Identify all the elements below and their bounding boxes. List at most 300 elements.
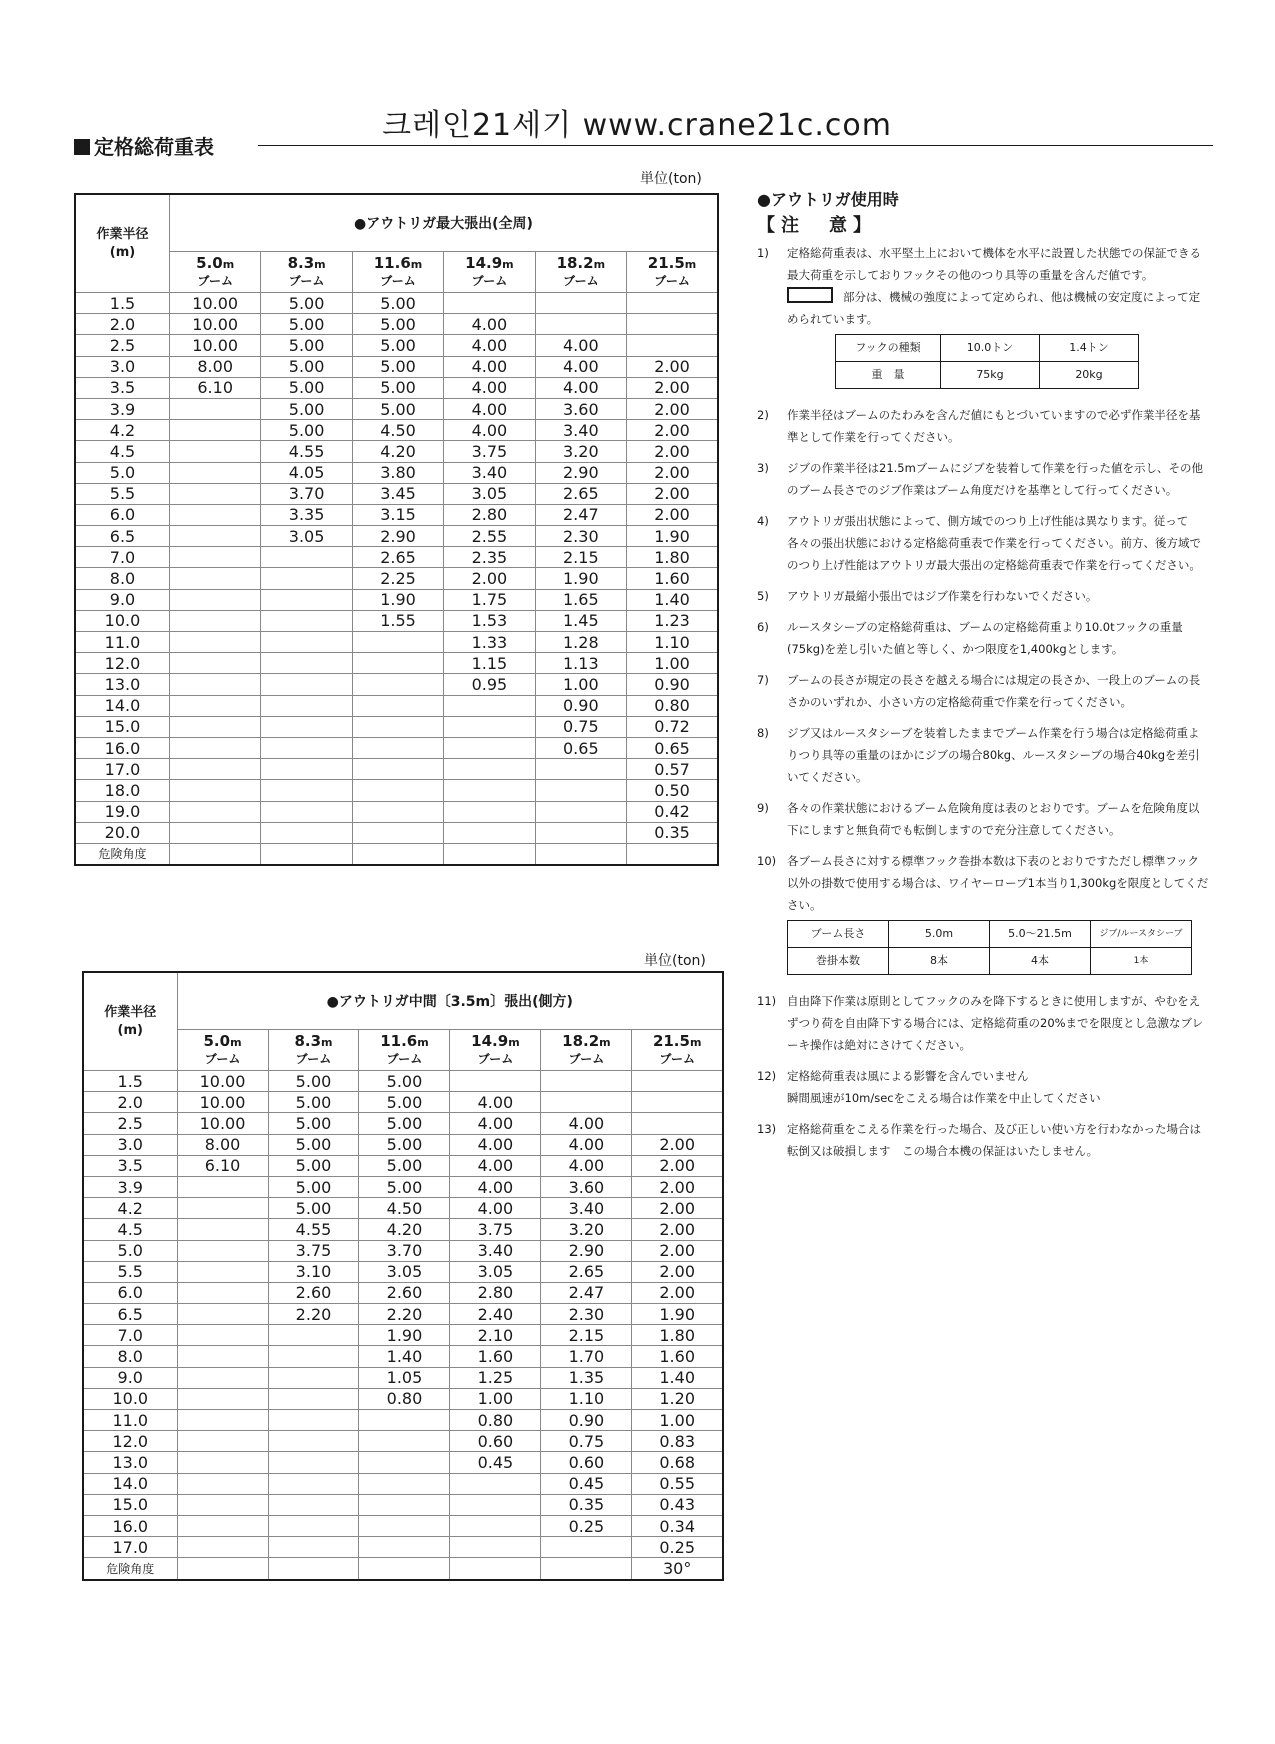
radius-cell: 15.0 [83,1494,177,1515]
note-line-legend [787,286,1209,330]
table-row [83,1155,723,1176]
boom-label: ブーム [295,1051,332,1066]
boom-label: ブーム [380,273,416,288]
note-line: アウトリガ張出状態によって、側方域でのつり上げ性能は異なります。従って各々の張出状態における定格総荷重表で作業を行ってください。前方、後方域でのつり上げ性能はアウトリガ最大張出の定格総荷重表で作業を行ってください。 [787,514,1201,572]
boom-length-unit: m [689,1035,702,1049]
load-cell: 2.15 [541,1325,632,1346]
table-row [83,1134,723,1155]
load-cell: 4.00 [450,1198,541,1219]
load-cell: 0.55 [632,1473,723,1494]
table-row [75,632,718,653]
load-cell: 10.00 [177,1113,268,1134]
radius-cell: 4.5 [83,1219,177,1240]
load-cell: 4.05 [261,462,352,483]
load-cell: 10.00 [177,1092,268,1113]
note-text [787,616,1209,660]
load-cell [535,822,626,843]
load-cell [177,1346,268,1367]
load-cell: 4.00 [535,335,626,356]
load-cell: 1.13 [535,653,626,674]
load-cell: 1.05 [359,1367,450,1388]
note-item [757,722,1209,788]
load-cell: 2.00 [444,568,535,589]
load-cell: 1.00 [632,1410,723,1431]
radius-cell: 3.9 [83,1176,177,1197]
note-item [757,616,1209,660]
load-cell [359,1431,450,1452]
reeving-table-cell: 8本 [889,948,990,975]
table-row [75,377,718,398]
radius-cell: 12.0 [75,653,169,674]
load-cell [352,801,443,822]
load-cell [268,1494,359,1515]
note-line: 定格総荷重表は風による影響を含んでいません [787,1069,1029,1083]
table-row [83,1071,723,1092]
table-row [75,589,718,610]
radius-cell: 10.0 [75,610,169,631]
load-cell: 2.00 [632,1240,723,1261]
load-cell: 0.45 [450,1452,541,1473]
note-number: 4) [757,514,769,528]
load-cell: 5.00 [261,314,352,335]
boom-label: ブーム [288,273,325,288]
note-line: 瞬間風速が10m/secをこえる場合は作業を中止してください [787,1091,1101,1105]
load-cell [535,314,626,335]
load-cell: 4.50 [359,1198,450,1219]
table-row [83,1494,723,1515]
load-cell [535,759,626,780]
table-title: ●アウトリガ中間〔3.5m〕張出(側方) [177,972,723,1030]
load-cell: 1.90 [632,1304,723,1325]
load-cell: 3.45 [352,483,443,504]
hook-table-cell: 10.0トン [941,335,1040,362]
load-cell [169,526,260,547]
boom-length [359,1033,449,1051]
boom-length-value: 21.5 [652,1031,690,1050]
table2-unit-label: 単位(ton) [644,953,706,969]
reeving-table-cell: 5.0m [889,921,990,948]
load-cell: 1.35 [541,1367,632,1388]
note-item [757,457,1209,501]
load-cell: 1.25 [450,1367,541,1388]
radius-cell: 19.0 [75,801,169,822]
load-cell [177,1388,268,1409]
load-cell: 5.00 [352,356,443,377]
table-row [83,1367,723,1388]
danger-angle-cell [535,843,626,865]
load-cell: 3.40 [450,1240,541,1261]
load-cell: 2.65 [352,547,443,568]
load-cell: 10.00 [169,335,260,356]
load-cell: 3.75 [444,441,535,462]
boom-length-unit: m [410,257,423,271]
radius-cell: 11.0 [75,632,169,653]
load-cell: 3.05 [261,526,352,547]
load-cell: 1.45 [535,610,626,631]
radius-cell: 16.0 [75,737,169,758]
radius-cell: 4.5 [75,441,169,462]
note-number: 11) [757,994,777,1008]
load-cell [177,1537,268,1558]
load-cell: 5.00 [268,1134,359,1155]
load-cell [268,1325,359,1346]
load-cell: 5.00 [268,1113,359,1134]
site-header: 크레인21세기 www.crane21c.com [382,108,892,143]
hook-table-cell: 75kg [941,362,1040,389]
load-cell: 2.00 [627,356,718,377]
load-cell [444,822,535,843]
load-cell [352,716,443,737]
load-cell: 0.95 [444,674,535,695]
table-row [75,695,718,716]
hook-reeving-table [787,920,1192,975]
load-cell: 2.30 [541,1304,632,1325]
load-cell [359,1410,450,1431]
note-number: 2) [757,408,769,422]
load-cell: 2.15 [535,547,626,568]
load-cell: 0.90 [627,674,718,695]
table-row [75,653,718,674]
table-row [75,801,718,822]
load-cell: 3.40 [541,1198,632,1219]
load-cell [541,1092,632,1113]
load-cell [352,737,443,758]
load-cell: 1.40 [632,1367,723,1388]
danger-angle-cell [169,843,260,865]
load-cell: 1.40 [627,589,718,610]
reeving-table-row [788,921,1192,948]
load-cell [261,547,352,568]
note-item [757,850,1209,981]
table-row [75,356,718,377]
danger-angle-cell [352,843,443,865]
load-cell [632,1071,723,1092]
hook-table-cell: フックの種類 [836,335,941,362]
radius-cell: 7.0 [83,1325,177,1346]
table-row [83,1304,723,1325]
table-row [75,674,718,695]
section-title [74,131,214,160]
load-cell: 1.90 [535,568,626,589]
boom-length [627,255,717,273]
boom-length [536,255,626,273]
load-cell: 3.75 [450,1219,541,1240]
load-cell: 2.90 [352,526,443,547]
boom-length-unit: m [230,1035,242,1049]
load-cell: 4.00 [541,1113,632,1134]
load-cell [627,293,718,314]
note-number: 13) [757,1122,777,1136]
radius-cell: 6.5 [75,526,169,547]
load-cell: 2.00 [632,1261,723,1282]
table-title: ●アウトリガ最大張出(全周) [169,194,718,252]
note-text [787,722,1209,788]
boom-length-unit: m [321,1035,333,1049]
boom-length-value: 14.9 [471,1031,509,1050]
load-cell [352,695,443,716]
load-cell [169,610,260,631]
radius-cell: 17.0 [75,759,169,780]
table-row [75,780,718,801]
radius-cell: 7.0 [75,547,169,568]
load-cell [268,1346,359,1367]
load-cell [169,780,260,801]
danger-angle-cell: 30° [632,1558,723,1580]
load-cell [169,674,260,695]
boom-label: ブーム [471,273,508,288]
load-cell: 4.00 [444,377,535,398]
note-text [787,797,1209,841]
load-cell [177,1452,268,1473]
load-cell [169,568,260,589]
boom-label: ブーム [204,1051,241,1066]
load-cell: 1.00 [450,1388,541,1409]
note-number: 5) [757,589,769,603]
load-cell: 0.80 [359,1388,450,1409]
load-cell: 5.00 [261,356,352,377]
note-text [787,990,1209,1056]
load-cell: 1.10 [541,1388,632,1409]
load-cell [261,632,352,653]
load-cell: 3.40 [444,462,535,483]
load-cell: 2.00 [627,441,718,462]
reeving-table-row [788,948,1192,975]
load-cell: 1.40 [359,1346,450,1367]
load-cell: 0.65 [627,737,718,758]
boom-length-value: 18.2 [556,253,594,272]
load-cell: 3.75 [268,1240,359,1261]
note-item [757,404,1209,448]
note-text [787,850,1209,981]
boom-length-unit: m [222,257,235,271]
load-cell [268,1515,359,1536]
table-row [75,568,718,589]
note-number: 7) [757,673,769,687]
notes-list [757,242,1209,1162]
boom-length [541,1033,631,1051]
radius-cell: 3.5 [83,1155,177,1176]
load-cell: 2.00 [627,462,718,483]
load-cell [632,1113,723,1134]
boom-length-header [444,252,535,293]
table-row [75,293,718,314]
load-cell: 1.90 [627,526,718,547]
radius-cell: 6.5 [83,1304,177,1325]
load-cell [268,1452,359,1473]
load-cell [177,1473,268,1494]
load-cell [169,759,260,780]
load-cell [268,1431,359,1452]
load-cell [444,716,535,737]
notes-heading: ●アウトリガ使用時 [757,190,899,209]
danger-angle-cell [450,1558,541,1580]
table-row [75,441,718,462]
reeving-table-cell: ジブ/ルースタシーブ [1091,921,1192,948]
radius-cell: 6.0 [75,504,169,525]
load-cell: 5.00 [352,293,443,314]
table-row [83,1092,723,1113]
load-cell: 5.00 [359,1134,450,1155]
load-cell [535,780,626,801]
load-cell: 2.00 [632,1134,723,1155]
radius-cell: 15.0 [75,716,169,737]
load-cell: 4.00 [450,1155,541,1176]
reeving-table-cell: 巻掛本数 [788,948,889,975]
load-cell: 5.00 [261,377,352,398]
load-cell: 4.00 [450,1113,541,1134]
danger-angle-cell [444,843,535,865]
reeving-table-cell: 4本 [990,948,1091,975]
load-cell: 0.35 [541,1494,632,1515]
note-item [757,242,1209,395]
boom-length-unit: m [684,257,697,271]
load-cell: 2.00 [627,420,718,441]
load-chart-table-mid-outrigger [82,971,724,1581]
load-cell [261,716,352,737]
load-cell [444,737,535,758]
boom-length-unit: m [599,1035,611,1049]
load-cell: 2.47 [535,504,626,525]
table-row [75,716,718,737]
load-cell: 1.28 [535,632,626,653]
load-cell: 4.20 [359,1219,450,1240]
load-cell: 0.50 [627,780,718,801]
load-cell: 2.20 [268,1304,359,1325]
load-cell [261,589,352,610]
radius-cell: 18.0 [75,780,169,801]
load-cell: 0.83 [632,1431,723,1452]
load-cell: 4.00 [444,356,535,377]
table-row [83,1410,723,1431]
load-cell: 0.72 [627,716,718,737]
load-cell: 2.65 [541,1261,632,1282]
load-cell: 3.20 [541,1219,632,1240]
radius-cell: 2.0 [83,1092,177,1113]
load-cell [261,780,352,801]
danger-angle-cell [359,1558,450,1580]
radius-cell: 14.0 [75,695,169,716]
load-cell: 5.00 [268,1092,359,1113]
load-cell: 2.40 [450,1304,541,1325]
load-cell [177,1431,268,1452]
boom-length-unit: m [508,1035,520,1049]
radius-cell: 2.5 [83,1113,177,1134]
load-cell: 2.55 [444,526,535,547]
load-cell: 0.75 [535,716,626,737]
radius-cell: 5.0 [83,1240,177,1261]
load-cell: 2.00 [627,483,718,504]
load-cell: 2.65 [535,483,626,504]
load-cell: 4.00 [535,356,626,377]
load-cell [535,801,626,822]
radius-cell: 2.5 [75,335,169,356]
reeving-table-cell: ブーム長さ [788,921,889,948]
load-cell: 2.00 [627,377,718,398]
note-text [787,1065,1209,1109]
load-cell: 4.00 [535,377,626,398]
load-cell [352,653,443,674]
boom-length-unit: m [502,257,514,271]
load-cell: 0.25 [541,1515,632,1536]
load-cell: 5.00 [261,398,352,419]
load-cell: 2.20 [359,1304,450,1325]
load-cell: 2.10 [450,1325,541,1346]
load-cell: 1.75 [444,589,535,610]
load-cell: 1.10 [627,632,718,653]
load-cell: 0.42 [627,801,718,822]
load-cell [450,1473,541,1494]
load-cell: 8.00 [169,356,260,377]
load-cell [177,1240,268,1261]
load-cell [169,737,260,758]
load-cell: 2.00 [632,1176,723,1197]
boom-length-unit: m [314,257,326,271]
table-row [83,1473,723,1494]
load-cell: 1.65 [535,589,626,610]
note-item [757,1065,1209,1109]
hook-table-cell: 1.4トン [1040,335,1139,362]
radius-cell: 11.0 [83,1410,177,1431]
note-number: 6) [757,620,769,634]
load-cell: 3.10 [268,1261,359,1282]
load-cell: 4.55 [261,441,352,462]
load-cell [535,293,626,314]
load-cell [169,716,260,737]
load-cell [268,1410,359,1431]
boom-length-header [268,1030,359,1071]
load-cell [450,1494,541,1515]
table-row [83,1515,723,1536]
load-cell [261,737,352,758]
load-cell: 5.00 [268,1155,359,1176]
note-line: ジブ又はルースタシーブを装着したままでブーム作業を行う場合は定格総荷重よりつり具等の重量のほかにジブの場合80kg、ルースタシーブの場合40kgを差引いてください。 [787,726,1200,784]
note-line: ジブの作業半径は21.5mブームにジブを装着して作業を行った値を示し、その他のブーム長さでのジブ作業はブーム角度だけを基準として行ってください。 [787,461,1203,497]
load-cell: 2.60 [268,1282,359,1303]
table-row [83,1176,723,1197]
load-cell: 5.00 [359,1176,450,1197]
table-row [75,822,718,843]
load-cell: 5.00 [261,420,352,441]
load-cell: 3.80 [352,462,443,483]
load-cell: 0.75 [541,1431,632,1452]
radius-cell: 13.0 [75,674,169,695]
header-rule [258,145,1213,146]
radius-cell: 17.0 [83,1537,177,1558]
load-cell [261,801,352,822]
load-cell [169,653,260,674]
load-cell [450,1515,541,1536]
boom-length-value: 14.9 [465,253,503,272]
load-cell [359,1515,450,1536]
radius-header [83,972,177,1071]
table-row [75,462,718,483]
note-line: アウトリガ最縮小張出ではジブ作業を行わないでください。 [787,589,1098,603]
radius-cell: 13.0 [83,1452,177,1473]
load-cell [352,780,443,801]
load-cell: 4.55 [268,1219,359,1240]
load-cell: 5.00 [352,335,443,356]
danger-angle-cell [177,1558,268,1580]
radius-cell: 8.0 [75,568,169,589]
note-number: 8) [757,726,769,740]
table-row [83,1113,723,1134]
load-cell [444,759,535,780]
table-row [83,1240,723,1261]
note-text [787,242,1209,395]
load-cell [261,653,352,674]
note-line: 作業半径はブームのたわみを含んだ値にもとづいていますので必ず作業半径を基準として作業を行ってください。 [787,408,1201,444]
radius-cell: 9.0 [83,1367,177,1388]
